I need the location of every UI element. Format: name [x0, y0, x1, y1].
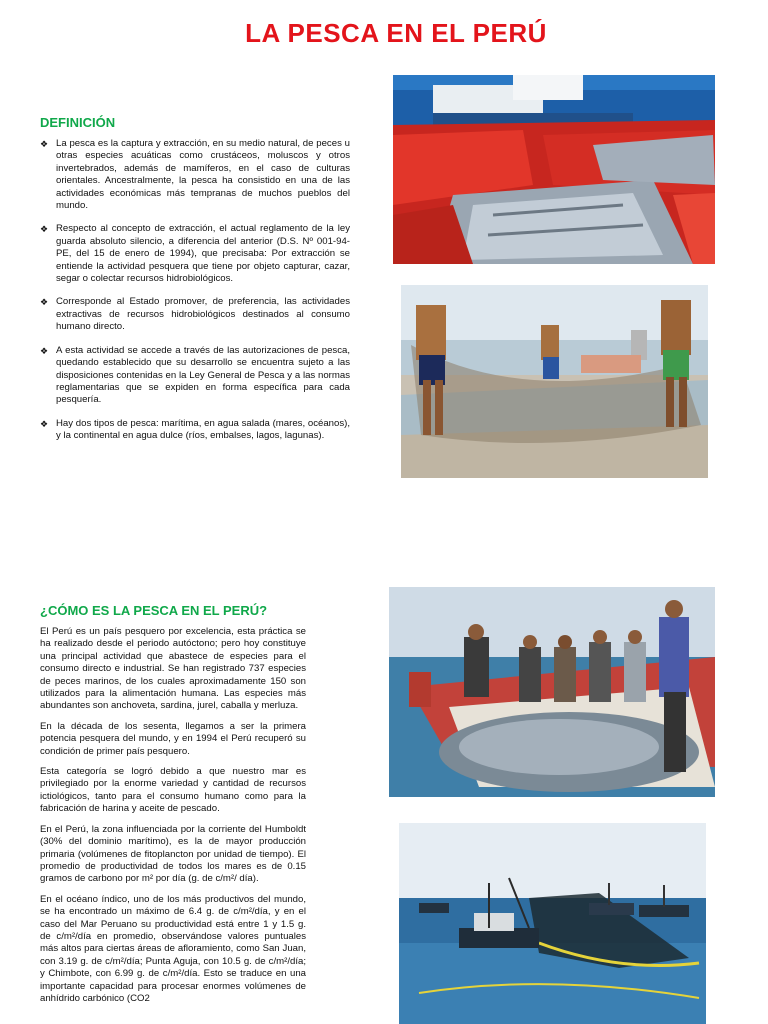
bullet-item [40, 223, 350, 285]
paragraph: El Perú es un país pesquero por excelencia, esta práctica se ha realizado desde el periodo autóctono; pero hoy constituye una principal actividad que abastece de especies para el consumo directo e industrial. Se han registrado 737 especies de peces marinos, de los cuales aproximadamente 150 son utilizados para la alimentación humana. Las especies más abundantes son anchoveta, sardina, jurel, caballa y merluza. [40, 626, 306, 712]
bullet-text: A esta actividad se accede a través de las autorizaciones de pesca, quedando establecido que su desarrollo se encuentra sujeto a las disposiciones contenidas en la Ley General de Pesca y a las normas reglamentarias que se expiden en forma específica para cada pesquería. [56, 344, 350, 406]
bullet-text: Corresponde al Estado promover, de preferencia, las actividades extractivas de recursos hidrobiológicos destinados al consumo humano directo. [56, 296, 350, 333]
definition-bullet-list [40, 138, 350, 454]
bullet-item [40, 138, 350, 212]
diamond-bullet-icon: ❖ [40, 139, 49, 149]
paragraph: En la década de los sesenta, llegamos a ser la primera potencia pesquera del mundo, y en 1994 el Perú recuperó su condición de primer país pesquero. [40, 720, 306, 757]
bullet-text: Respecto al concepto de extracción, el actual reglamento de la ley guarda absoluto silencio, a diferencia del anterior (D.S. Nº 001-94-PE, del 15 de enero de 1994), que precisaba: Por extracción se entiende la actividad pesquera que tiene por objeto capturar, cazar, segar o colectar recursos hidrobiológicos. [56, 223, 350, 285]
bullet-item [40, 418, 350, 443]
section-heading-definicion: DEFINICIÓN [40, 115, 116, 130]
photo-boat-haul [389, 587, 715, 797]
paragraph: En el Perú, la zona influenciada por la corriente del Humboldt (30% del dominio marítimo), es la de mayor producción primaria (volúmenes de fitoplancton por unidad de tiempo). El promedio de productividad de todos los mares es de 0.15 gramos de carbono por m² por día (g. de c/m²/ día). [40, 823, 306, 885]
photo-trawler-net [399, 823, 706, 1024]
diamond-bullet-icon: ❖ [40, 224, 49, 235]
paragraph: En el océano índico, uno de los más productivos del mundo, se ha encontrado un máximo de 6.4 g. de c/m²/día, y en el caso del Mar Peruano su productividad está entre 1 y 1.5 g. de c/m²/día en promedio, observándose valores puntuales más altos para ciertas áreas de afloramiento, como San Juan, con 3.19 g. de c/m²/día; Punta Aguja, con 10.5 g. de c/m²/día; y Chimbote, con 6.99 g. de c/m²/día. Esto se traduce en una importante capacidad para procesar enormes volúmenes de anhídrido carbónico (CO2 [40, 893, 306, 1004]
page-title: LA PESCA EN EL PERÚ [245, 18, 547, 48]
bullet-item [40, 296, 350, 333]
photo-beach-fishermen [401, 285, 708, 478]
bullet-text: Hay dos tipos de pesca: marítima, en agua salada (mares, océanos), y la continental en agua dulce (ríos, embalses, lagos, lagunas). [56, 417, 350, 442]
bullet-item [40, 345, 350, 407]
photo-fish-crates [393, 75, 715, 264]
paragraph: Esta categoría se logró debido a que nuestro mar es privilegiado por la enorme variedad y cantidad de recursos ictiológicos, tanto para el consumo humano como para la fabricación de harina y aceite de pescado. [40, 766, 306, 815]
bullet-text: La pesca es la captura y extracción, en su medio natural, de peces u otras especies acuáticas como crustáceos, moluscos y otros invertebrados, además de mamíferos, en el caso de culturas orientales. Ancestralmente, la pesca ha consistido en una de las actividades económicas más tempranas de muchos pueblos del mundo. [56, 138, 350, 212]
pesca-peru-body [40, 626, 306, 1013]
section-heading-pesca-peru: ¿CÓMO ES LA PESCA EN EL PERÚ? [40, 603, 268, 618]
diamond-bullet-icon: ❖ [40, 418, 49, 429]
diamond-bullet-icon: ❖ [40, 345, 49, 356]
diamond-bullet-icon: ❖ [40, 297, 49, 308]
